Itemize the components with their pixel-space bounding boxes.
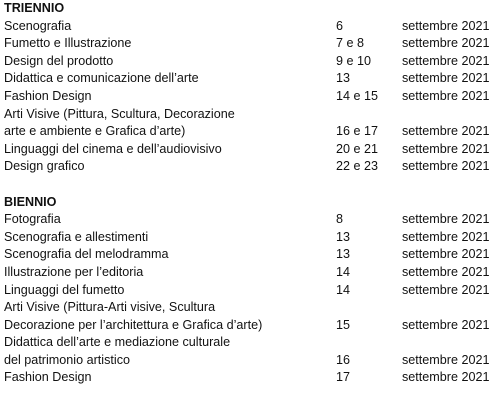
exam-month: settembre 2021 <box>402 370 490 385</box>
section-title: TRIENNIO <box>4 1 65 15</box>
exam-month: settembre 2021 <box>402 124 490 139</box>
schedule-row <box>4 352 498 370</box>
schedule-row <box>4 35 498 53</box>
exam-days: 16 <box>336 352 351 367</box>
schedule-row <box>4 123 498 141</box>
course-name: Didattica e comunicazione dell’arte <box>4 71 199 86</box>
exam-days: 13 <box>336 247 351 262</box>
schedule-row <box>4 88 498 106</box>
exam-days: 14 e 15 <box>336 88 379 103</box>
course-name: Arti Visive (Pittura, Scultura, Decorazione <box>4 106 235 121</box>
schedule-row <box>4 70 498 88</box>
exam-days: 13 <box>336 71 351 86</box>
exam-month: settembre 2021 <box>402 36 490 51</box>
schedule-row <box>4 158 498 176</box>
exam-month: settembre 2021 <box>402 212 490 227</box>
exam-month: settembre 2021 <box>402 159 490 174</box>
exam-month: settembre 2021 <box>402 282 490 297</box>
schedule-row <box>4 229 498 247</box>
exam-month: settembre 2021 <box>402 53 490 68</box>
exam-days: 16 e 17 <box>336 124 379 139</box>
exam-month: settembre 2021 <box>402 247 490 262</box>
section-title: BIENNIO <box>4 194 57 209</box>
course-name: Decorazione per l’architettura e Grafica d’arte) <box>4 317 263 332</box>
exam-days: 7 e 8 <box>336 36 365 51</box>
course-name: Scenografia e allestimenti <box>4 229 149 244</box>
exam-month: settembre 2021 <box>402 352 490 367</box>
exam-month: settembre 2021 <box>402 18 490 33</box>
schedule-row <box>4 299 498 317</box>
exam-month: settembre 2021 <box>402 141 490 156</box>
course-name: del patrimonio artistico <box>4 352 130 367</box>
course-name: Scenografia <box>4 18 72 33</box>
schedule-row <box>4 317 498 335</box>
course-name: Design grafico <box>4 159 85 174</box>
exam-month: settembre 2021 <box>402 229 490 244</box>
exam-month: settembre 2021 <box>402 317 490 332</box>
course-name: Linguaggi del fumetto <box>4 282 125 297</box>
schedule-row <box>4 282 498 300</box>
schedule-row <box>4 18 498 36</box>
section-spacer <box>4 176 498 194</box>
schedule-row <box>4 246 498 264</box>
schedule-row <box>4 334 498 352</box>
exam-days: 13 <box>336 229 351 244</box>
exam-days: 15 <box>336 317 351 332</box>
course-name: Linguaggi del cinema e dell’audiovisivo <box>4 141 222 156</box>
exam-month: settembre 2021 <box>402 264 490 279</box>
document-page <box>4 0 498 387</box>
course-name: Design del prodotto <box>4 53 114 68</box>
exam-month: settembre 2021 <box>402 71 490 86</box>
course-name: Fashion Design <box>4 370 92 385</box>
exam-days: 6 <box>336 18 344 33</box>
exam-days: 8 <box>336 212 344 227</box>
exam-days: 9 e 10 <box>336 53 372 68</box>
course-name: Fumetto e Illustrazione <box>4 36 132 51</box>
exam-days: 17 <box>336 370 351 385</box>
exam-days: 22 e 23 <box>336 159 379 174</box>
exam-days: 20 e 21 <box>336 141 379 156</box>
section-triennio <box>4 0 498 176</box>
course-name: Fashion Design <box>4 88 92 103</box>
schedule-row <box>4 141 498 159</box>
schedule-row <box>4 53 498 71</box>
course-name: Arti Visive (Pittura-Arti visive, Scultura <box>4 300 216 315</box>
schedule-row <box>4 106 498 124</box>
exam-days: 14 <box>336 264 351 279</box>
course-name: Illustrazione per l’editoria <box>4 264 144 279</box>
exam-days: 14 <box>336 282 351 297</box>
course-name: Didattica dell’arte e mediazione culturale <box>4 335 231 350</box>
schedule-row <box>4 211 498 229</box>
course-name: Fotografia <box>4 212 61 227</box>
course-name: Scenografia del melodramma <box>4 247 169 262</box>
schedule-sections <box>4 0 498 387</box>
course-name: arte e ambiente e Grafica d’arte) <box>4 124 186 139</box>
exam-month: settembre 2021 <box>402 88 490 103</box>
schedule-row <box>4 264 498 282</box>
schedule-row <box>4 369 498 387</box>
section-biennio <box>4 194 498 388</box>
